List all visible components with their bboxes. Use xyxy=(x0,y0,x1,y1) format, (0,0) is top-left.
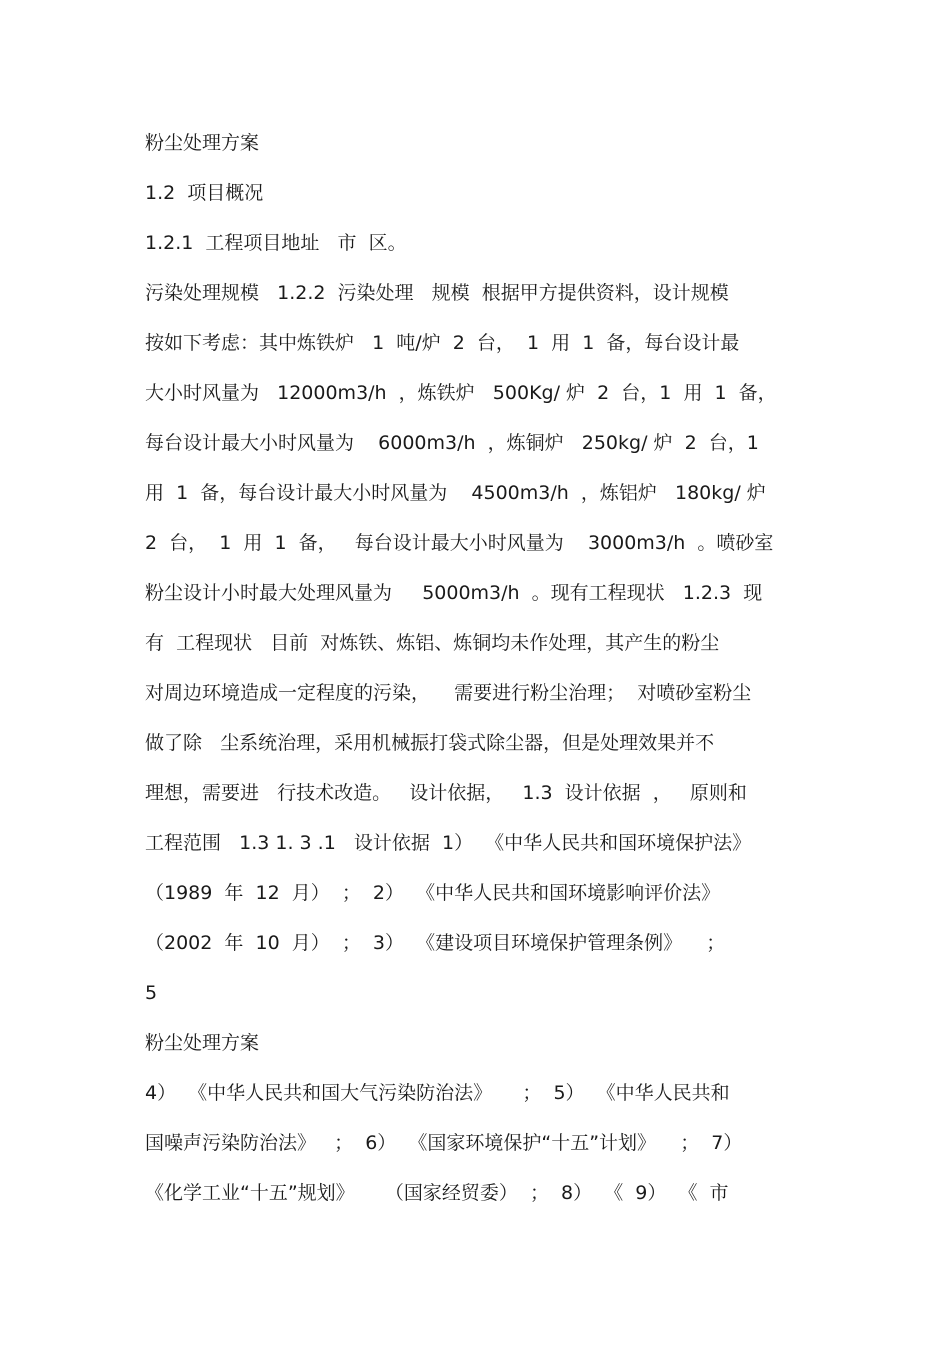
body-text-line: 2 台， 1 用 1 备， 每台设计最大小时风量为 3000m3/h 。喷砂室 xyxy=(145,532,774,554)
body-text-line: 每台设计最大小时风量为 6000m3/h ，炼铜炉 250kg/ 炉 2 台，1 xyxy=(145,432,759,454)
page-number: 5 xyxy=(145,982,158,1004)
section-heading: 1.2 项目概况 xyxy=(145,182,264,204)
body-text-line: 污染处理规模 1.2.2 污染处理 规模 根据甲方提供资料，设计规模 xyxy=(145,282,729,304)
body-text-line: 对周边环境造成一定程度的污染， 需要进行粉尘治理； 对喷砂室粉尘 xyxy=(145,682,752,704)
body-text-line: 国噪声污染防治法》 ； 6） 《国家环境保护“十五”计划》 ； 7） xyxy=(145,1132,743,1154)
body-text-line: 4） 《中华人民共和国大气污染防治法》 ； 5） 《中华人民共和 xyxy=(145,1082,730,1104)
body-text-line: 用 1 备，每台设计最大小时风量为 4500m3/h ，炼铝炉 180kg/ 炉 xyxy=(145,482,766,504)
body-text-line: 《化学工业“十五”规划》 （国家经贸委） ； 8） 《 9） 《 市 xyxy=(145,1182,729,1204)
body-text-line: 大小时风量为 12000m3/h ，炼铁炉 500Kg/ 炉 2 台，1 用 1 备， xyxy=(145,382,777,404)
body-text-line: 理想，需要进 行技术改造。 设计依据， 1.3 设计依据 ， 原则和 xyxy=(145,782,747,804)
body-text-line: 粉尘设计小时最大处理风量为 5000m3/h 。现有工程现状 1.2.3 现 xyxy=(145,582,763,604)
body-text-line: 1.2.1 工程项目地址 市 区。 xyxy=(145,232,407,254)
doc-title: 粉尘处理方案 xyxy=(145,1032,260,1054)
body-text-line: 工程范围 1.3 1. 3 .1 设计依据 1） 《中华人民共和国环境保护法》 xyxy=(145,832,752,854)
body-text-line: 按如下考虑：其中炼铁炉 1 吨/炉 2 台， 1 用 1 备，每台设计最 xyxy=(145,332,740,354)
body-text-line: 做了除 尘系统治理，采用机械振打袋式除尘器，但是处理效果并不 xyxy=(145,732,715,754)
body-text-line: （2002 年 10 月） ； 3） 《建设项目环境保护管理条例》 ； xyxy=(145,932,726,954)
body-text-line: 有 工程现状 目前 对炼铁、炼铝、炼铜均未作处理，其产生的粉尘 xyxy=(145,632,720,654)
body-text-line: （1989 年 12 月） ； 2） 《中华人民共和国环境影响评价法》 xyxy=(145,882,721,904)
doc-title: 粉尘处理方案 xyxy=(145,132,260,154)
